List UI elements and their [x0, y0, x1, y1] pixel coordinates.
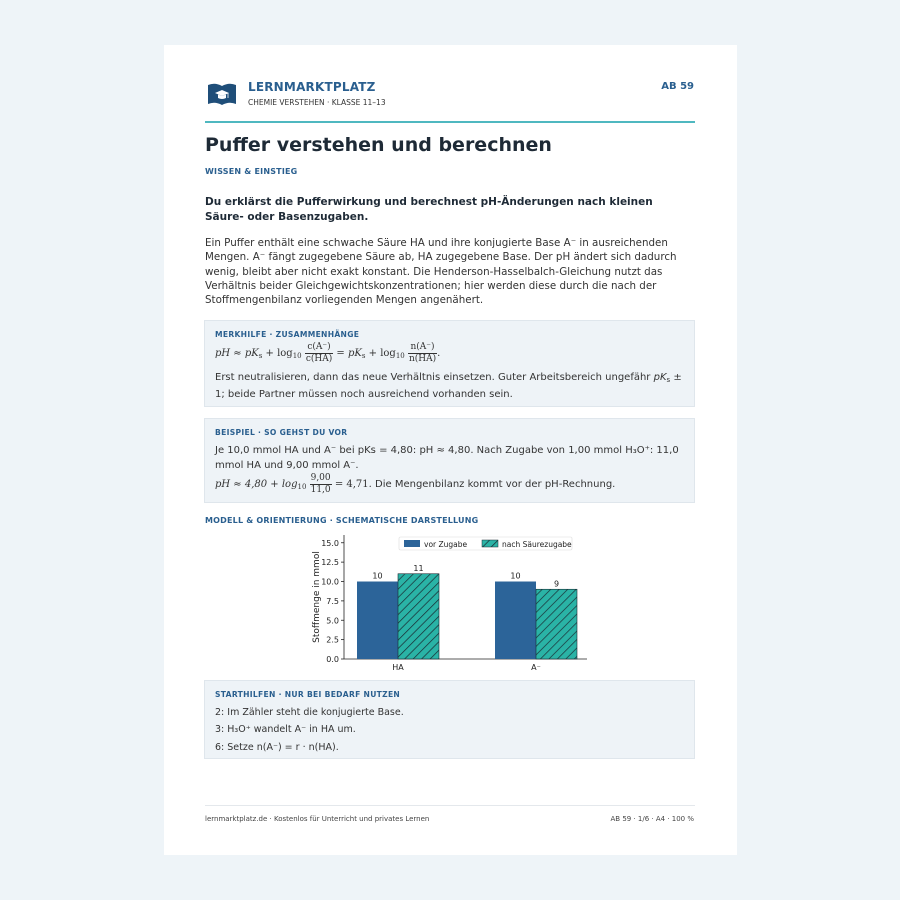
beispiel-result: = 4,71.: [334, 479, 372, 490]
y-axis-label: Stoffmenge in mmol: [312, 551, 322, 643]
beispiel-title: BEISPIEL · SO GEHST DU VOR: [215, 428, 348, 437]
frac-numerator: c(A⁻): [305, 342, 333, 354]
merkhilfe-title: MERKHILFE · ZUSAMMENHÄNGE: [215, 330, 360, 339]
y-tick-label: 15.0: [321, 538, 339, 548]
intro-text: Du erklärst die Pufferwirkung und berechnest pH-Änderungen nach kleinen Säure- oder Basenzugaben.: [205, 196, 653, 223]
bar-vor-zugabe: [357, 582, 398, 660]
merkhilfe-text-part2: ± 1; beide Partner müssen noch ausreichend vorhanden sein.: [215, 372, 682, 400]
merkhilfe-box: [204, 320, 695, 407]
formula-end: .: [437, 348, 441, 359]
formula-mid: = pK: [336, 348, 362, 359]
bar-vor-zugabe: [495, 582, 536, 660]
section-label-model: MODELL & ORIENTIERUNG · SCHEMATISCHE DARSTELLUNG: [205, 516, 479, 525]
y-tick-label: 7.5: [326, 596, 339, 606]
beispiel-box: [204, 418, 695, 503]
beispiel-formula: [215, 473, 615, 496]
brand-name: LERNMARKTPLATZ: [248, 80, 376, 94]
bar-value-label: 9: [553, 579, 560, 589]
formula-lhs: pH ≈ pK: [215, 348, 259, 359]
bar-nach-saeurezugabe: [398, 574, 439, 659]
x-tick-label: A⁻: [531, 663, 541, 672]
x-tick-label: HA: [392, 663, 404, 672]
formula-log: + log: [265, 348, 293, 359]
sheet-id: AB 59: [661, 81, 694, 92]
legend-swatch-vor-zugabe: [404, 540, 420, 547]
starthilfen-box: [204, 680, 695, 759]
merkhilfe-pk-sub: s: [666, 376, 671, 384]
bar-value-label: 10: [510, 571, 521, 581]
fraction-concentration: [305, 342, 333, 365]
merkhilfe-formula: [215, 342, 440, 365]
starthilfen-title: STARTHILFEN · NUR BEI BEDARF NUTZEN: [215, 690, 401, 699]
header-divider: [205, 121, 695, 123]
frac-denominator: 11,0: [310, 485, 331, 495]
worksheet-page: [164, 45, 737, 855]
bar-value-label: 11: [413, 563, 424, 573]
section-label-intro: WISSEN & EINSTIEG: [205, 167, 298, 176]
footer-left: lernmarktplatz.de · Kostenlos für Unterricht und privates Lernen: [205, 815, 430, 823]
graduation-book-logo-icon: [207, 82, 237, 106]
frac-numerator: 9,00: [310, 473, 331, 483]
legend-label-vor-zugabe: vor Zugabe: [424, 540, 468, 549]
merkhilfe-text: [215, 371, 685, 402]
frac-denominator: n(HA): [408, 354, 437, 364]
y-tick-label: 5.0: [326, 616, 339, 626]
body-text: Ein Puffer enthält eine schwache Säure HA und ihre konjugierte Base A⁻ in ausreichenden Mengen. A⁻ fängt zugegebene Säure ab, HA zugegebene Base. Der pH ändert sich dadurch wenig, bleibt aber nicht exakt konstant. Die Henderson-Hasselbalch-Gleichung nutzt das Verhältnis beider Gleichgewichtskonzentrationen; hier werden diese durch die nach der Stoffmengenbilanz vorliegenden Mengen angenähert.: [205, 237, 677, 307]
beispiel-text: Je 10,0 mmol HA und A⁻ bei pKs = 4,80: pH ≈ 4,80. Nach Zugabe von 1,00 mmol H₃O⁺: 11,0 mmol HA und 9,00 mmol A⁻.: [215, 445, 679, 471]
formula-log-sub: 10: [292, 352, 302, 360]
beispiel-formula-lhs: pH ≈ 4,80 + log: [215, 479, 298, 490]
merkhilfe-text-part1: Erst neutralisieren, dann das neue Verhältnis einsetzen. Guter Arbeitsbereich ungefähr: [215, 372, 654, 383]
formula-sub-s: s: [258, 352, 263, 360]
y-tick-label: 0.0: [326, 655, 339, 664]
bar-value-label: 10: [372, 571, 383, 581]
footer-divider: [205, 805, 695, 806]
formula-sub-s2: s: [361, 352, 366, 360]
formula-log2: + log: [368, 348, 396, 359]
frac-denominator: c(HA): [305, 354, 333, 364]
fraction-amount: [408, 342, 437, 365]
formula-log-sub2: 10: [395, 352, 405, 360]
y-tick-label: 10.0: [321, 577, 339, 587]
bar-nach-saeurezugabe: [536, 589, 577, 659]
page-title: Puffer verstehen und berechnen: [205, 134, 552, 156]
hint-item: 6: Setze n(A⁻) = r · n(HA).: [215, 742, 339, 753]
hint-item: 3: H₃O⁺ wandelt A⁻ in HA um.: [215, 724, 356, 735]
beispiel-tail: Die Mengenbilanz kommt vor der pH-Rechnung.: [371, 479, 616, 490]
y-tick-label: 2.5: [326, 635, 339, 645]
merkhilfe-pk: pK: [653, 372, 667, 383]
y-tick-label: 12.5: [321, 558, 339, 568]
brand-subtitle: CHEMIE VERSTEHEN · KLASSE 11–13: [248, 98, 386, 107]
frac-numerator: n(A⁻): [408, 342, 437, 354]
legend-label-nach-saeurezugabe: nach Säurezugabe: [502, 540, 572, 549]
footer-page-info: AB 59 · 1/6 · A4 · 100 %: [610, 815, 694, 823]
beispiel-fraction: [310, 473, 332, 496]
beispiel-log-sub: 10: [297, 483, 307, 491]
bar-chart: [304, 530, 604, 678]
legend-swatch-nach-saeurezugabe: [482, 540, 498, 547]
hint-item: 2: Im Zähler steht die konjugierte Base.: [215, 707, 404, 718]
